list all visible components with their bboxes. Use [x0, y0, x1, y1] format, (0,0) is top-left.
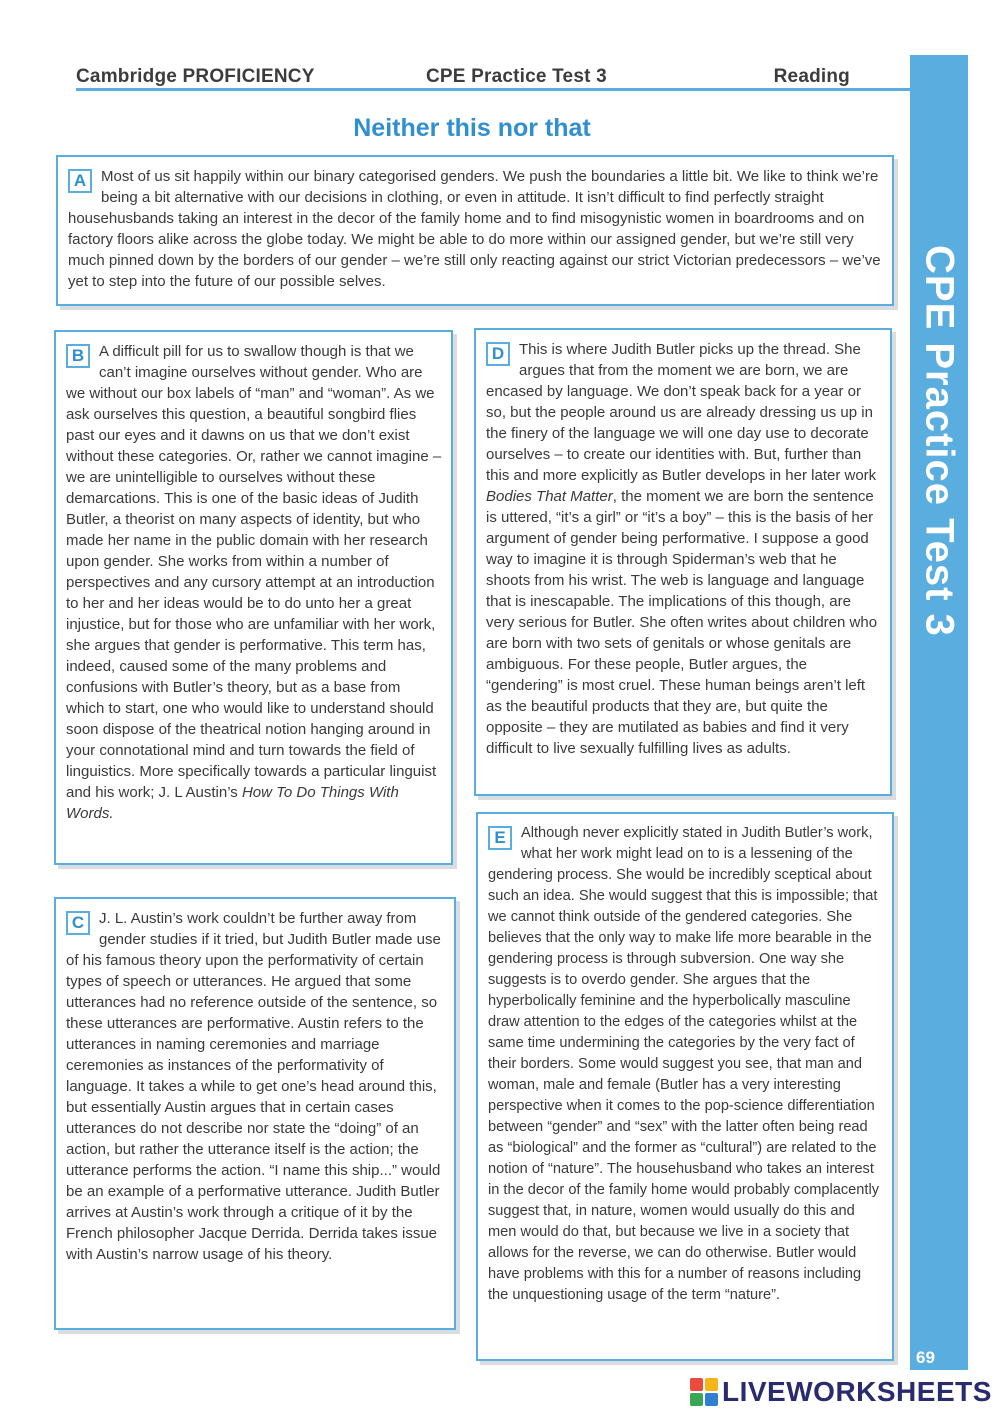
- logo-square-3: [690, 1393, 703, 1406]
- header-section: Reading: [773, 66, 850, 87]
- paragraph-letter-a: A: [68, 169, 92, 193]
- side-tab-label: CPE Practice Test 3: [917, 245, 962, 637]
- liveworksheets-watermark: [690, 1376, 992, 1408]
- liveworksheets-logo-icon: [690, 1378, 718, 1406]
- paragraph-a-text: Most of us sit happily within our binary categorised genders. We push the boundaries a little bit. We like to think we’re being a bit alternative with our decisions in clothing, or even in attitude. It isn’t difficult to find perfectly straight househusbands taking an interest in the decor of the family home and to find misogynistic women in boardrooms and on factory floors alike across the globe today. We might be able to do more within our assigned gender, but we’re still very much pinned down by the borders of our gender – we’re still only reacting against our strict Victorian predecessors – we’ve yet to step into the future of our possible selves.: [68, 168, 881, 290]
- paragraph-b: [54, 330, 453, 865]
- paragraph-d-text: This is where Judith Butler picks up the thread. She argues that from the moment we are born, we are encased by language. We don’t speak back for a year or so, but the people around us are already dressing us up in the finery of the language we will one day use to decorate ourselves – to create our identities with. But, further than this and more explicitly as Butler develops in her later work Bodies That Matter, the moment we are born the sentence is uttered, “it’s a girl” or “it’s a boy” – this is the basis of her argument of gender being performative. I suppose a good way to imagine it is through Spiderman’s web that he shoots from his wrist. The web is language and language that is inescapable. The implications of this though, are very serious for Butler. She often writes about children who are born with two sets of genitals or whose genitals are ambiguous. For these people, Butler argues, the “gendering” is most cruel. These human beings aren’t left as the beautiful products that they are, but quite the opposite – they are mutilated as babies and find it very difficult to live sexually fulfilling lives as adults.: [486, 341, 878, 757]
- header-test-name: CPE Practice Test 3: [426, 66, 607, 87]
- article-title: Neither this nor that: [353, 114, 591, 142]
- logo-square-2: [705, 1378, 718, 1391]
- paragraph-e-text: Although never explicitly stated in Judith Butler’s work, what her work might lead on to is a lessening of the gendering process. She would be incredibly sceptical about such an idea. She would suggest that this is impossible; that we cannot think outside of the gendered categories. She believes that the only way to make life more bearable in the gendering process is through subversion. One way she suggests is to overdo gender. She argues that the hyperbolically feminine and the hyperbolically masculine draw attention to the edges of the categories whilst at the same time undermining the categories by the very fact of their borders. Some would suggest you see, that man and woman, male and female (Butler has a very interesting perspective when it comes to the pop-science differentiation between “gender” and “sex” with the latter often being read as “biological” and the former as “cultural”) are related to the notion of “nature”. The househusband who takes an interest in the decor of the family home would probably complacently suggest that, in nature, women would usually do this and men would do that, but because we live in a society that allows for the reverse, we can do otherwise. Butler would have problems with this for a number of reasons including the unquestioning usage of the term “nature”.: [488, 825, 879, 1303]
- paragraph-letter-b: B: [66, 344, 90, 368]
- paragraph-d: [474, 328, 892, 796]
- book-title-butler: Bodies That Matter: [486, 488, 613, 505]
- paragraph-letter-e: E: [488, 826, 512, 850]
- book-title-austin: How To Do Things With Words.: [66, 784, 399, 822]
- logo-square-1: [690, 1378, 703, 1391]
- liveworksheets-wordmark: LIVEWORKSHEETS: [722, 1376, 992, 1407]
- page-number: 69: [910, 1346, 968, 1370]
- paragraph-letter-c: C: [66, 911, 90, 935]
- header-brand: Cambridge PROFICIENCY: [76, 66, 315, 87]
- paragraph-letter-d: D: [486, 342, 510, 366]
- paragraph-c-text: J. L. Austin’s work couldn’t be further away from gender studies if it tried, but Judith Butler made use of his famous theory upon the performativity of certain types of speech or utterances. He argued that some utterances had no reference outside of the sentence, so these utterances are performative. Austin refers to the utterances in naming ceremonies and marriage ceremonies as instances of the performativity of language. It takes a while to get one’s head around this, but essentially Austin argues that in certain cases utterances do not describe nor state the “doing” of an action, but rather the utterance itself is the action; the utterance performs the action. “I name this ship...” would be an example of a performative utterance. Judith Butler arrives at Austin’s work through a critique of it by the French philosopher Jacque Derrida. Derrida takes issue with Austin’s narrow usage of his theory.: [66, 910, 441, 1263]
- header-divider: [76, 88, 910, 91]
- paragraph-e: [476, 812, 894, 1361]
- paragraph-b-text: A difficult pill for us to swallow though is that we can’t imagine ourselves without gender. Who are we without our box labels of “man” and “woman”. As we ask ourselves this question, a beautiful songbird flies past our eyes and it dawns on us that we don’t exist without these categories. Or, rather we cannot imagine – we are unintelligible to ourselves without these demarcations. This is one of the basic ideas of Judith Butler, a theorist on many aspects of identity, but who made her name in the public domain with her research upon gender. She works from within a number of perspectives and any cursory attempt at an introduction to her and her ideas would be to do unto her a great injustice, but for those who are unfamiliar with her work, she argues that gender is performative. This term has, indeed, caused some of the many problems and confusions with Butler’s theory, but as a base from which to start, one who would like to understand should soon dispose of the theatrical notion hanging around in your connotational mind and turn towards the field of linguistics. More specifically towards a particular linguist and his work; J. L Austin’s How To Do Things With Words.: [66, 343, 442, 822]
- paragraph-a: [56, 155, 894, 306]
- paragraph-c: [54, 897, 456, 1330]
- logo-square-4: [705, 1393, 718, 1406]
